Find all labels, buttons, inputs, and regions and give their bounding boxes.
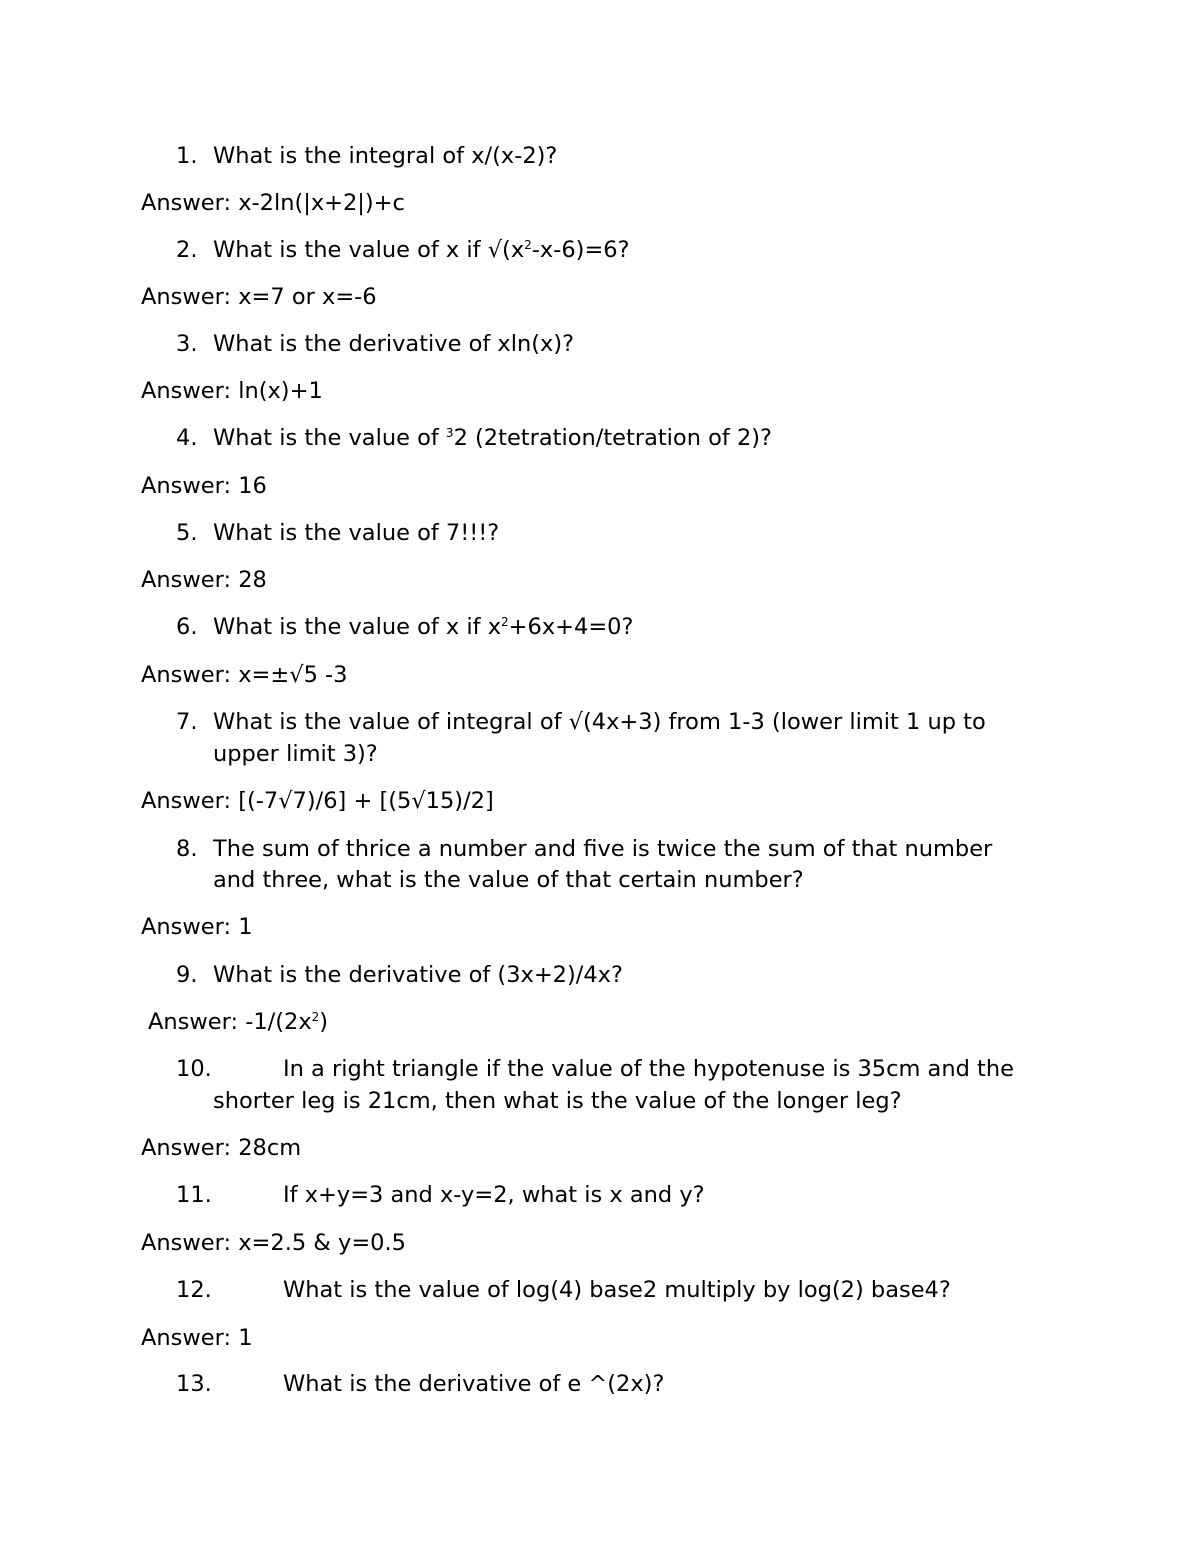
question-4	[176, 422, 772, 454]
question-10	[176, 1053, 1014, 1085]
answer-4: Answer: 16	[141, 473, 267, 499]
question-number: 9.	[176, 962, 198, 988]
answer-2: Answer: x=7 or x=-6	[141, 284, 377, 310]
question-text: What is the derivative of xln(x)?	[213, 331, 575, 357]
question-number: 7.	[176, 709, 198, 735]
question-8-continued: and three, what is the value of that certain number?	[213, 867, 804, 893]
question-number: 4.	[176, 425, 198, 451]
question-1	[176, 140, 558, 172]
answer-9: Answer: $-1/(2x^2)$	[148, 1009, 329, 1035]
question-number: 11.	[176, 1182, 212, 1208]
question-7	[176, 706, 986, 738]
question-13	[176, 1368, 665, 1400]
question-6	[176, 611, 634, 643]
question-number: 2.	[176, 237, 198, 263]
question-3	[176, 328, 575, 360]
question-number: 13.	[176, 1371, 212, 1397]
question-number: 5.	[176, 520, 198, 546]
question-text: What is the derivative of (3x+2)/4x?	[213, 962, 623, 988]
question-number: 10.	[176, 1056, 212, 1082]
question-8	[176, 833, 993, 865]
question-text: What is the value of x if $x^2+6x+4=0$?	[213, 614, 634, 640]
question-12	[176, 1274, 951, 1306]
question-9	[176, 959, 623, 991]
question-text: What is the value of 7!!!?	[213, 520, 500, 546]
question-number: 6.	[176, 614, 198, 640]
answer-5: Answer: 28	[141, 567, 267, 593]
answer-7: Answer: [(-7√7)/6] + [(5√15)/2]	[141, 788, 494, 814]
question-number: 8.	[176, 836, 198, 862]
question-text: In a right triangle if the value of the hypotenuse is 35cm and the	[283, 1056, 1014, 1082]
question-10-continued: shorter leg is 21cm, then what is the value of the longer leg?	[213, 1088, 902, 1114]
answer-12: Answer: 1	[141, 1325, 253, 1351]
question-text: What is the value of $^3$2 (2tetration/tetration of 2)?	[213, 425, 772, 451]
question-text: What is the value of log(4) base2 multiply by log(2) base4?	[283, 1277, 951, 1303]
question-number: 12.	[176, 1277, 212, 1303]
question-text: The sum of thrice a number and five is twice the sum of that number	[213, 836, 993, 862]
question-11	[176, 1179, 705, 1211]
question-5	[176, 517, 500, 549]
answer-1: Answer: x-2ln(|x+2|)+c	[141, 190, 405, 216]
answer-8: Answer: 1	[141, 914, 253, 940]
question-text: What is the value of x if $√(x^2-x-6)=6$?	[213, 237, 630, 263]
answer-10: Answer: 28cm	[141, 1135, 302, 1161]
answer-6: Answer: x=±√5 -3	[141, 662, 348, 688]
question-number: 1.	[176, 143, 198, 169]
answer-11: Answer: x=2.5 & y=0.5	[141, 1230, 406, 1256]
question-7-continued: upper limit 3)?	[213, 741, 378, 767]
question-text: What is the value of integral of √(4x+3) from 1-3 (lower limit 1 up to	[213, 709, 986, 735]
question-text: What is the derivative of e ^(2x)?	[283, 1371, 665, 1397]
question-text: What is the integral of x/(x-2)?	[213, 143, 558, 169]
question-number: 3.	[176, 331, 198, 357]
question-text: If x+y=3 and x-y=2, what is x and y?	[283, 1182, 705, 1208]
answer-3: Answer: ln(x)+1	[141, 378, 323, 404]
question-2	[176, 234, 630, 266]
